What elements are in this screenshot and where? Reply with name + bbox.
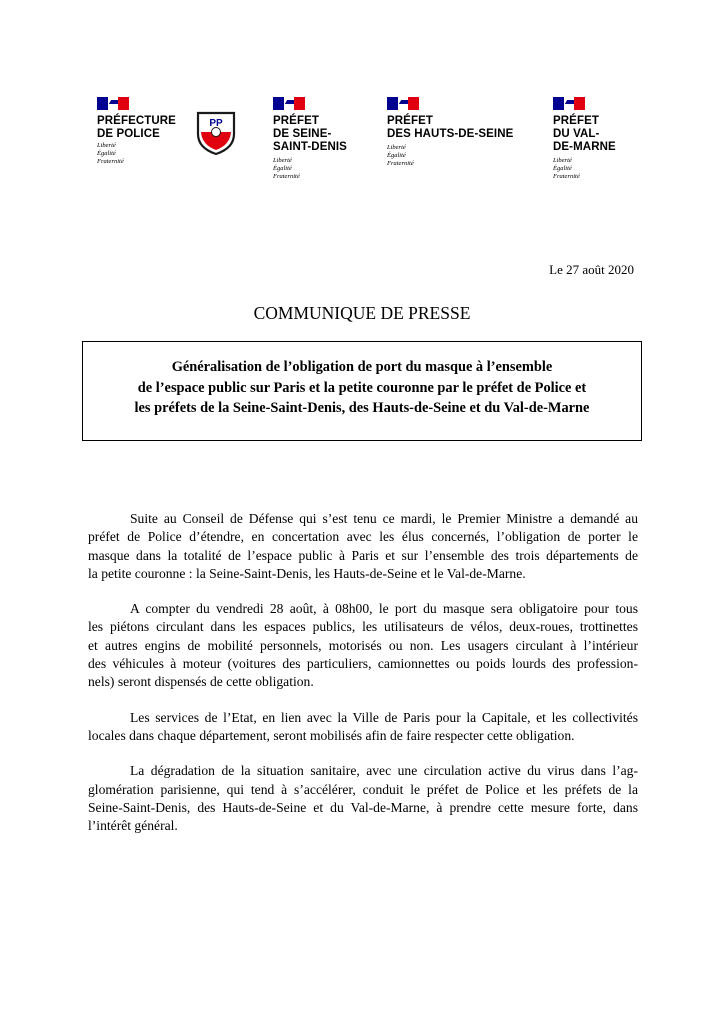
text-line: nels) seront dispensés de cette obligation. <box>88 674 314 690</box>
paragraph-2 <box>88 600 638 691</box>
text-line: masque dans la totalité de l’espace public à Paris et sur l’ensemble des trois départements de <box>88 547 638 563</box>
logo-motto <box>387 144 414 168</box>
motto-liberte: Liberté <box>387 144 406 151</box>
logo-motto <box>97 142 124 166</box>
logo-prefet-seine-saint-denis <box>273 97 363 187</box>
logo-prefet-hauts-de-seine <box>387 97 527 177</box>
text-line: A compter du vendredi 28 août, à 08h00, le port du masque sera obligatoire pour tous <box>130 601 638 617</box>
logo-org-line: SAINT-DENIS <box>273 141 347 153</box>
text-line: glomération parisienne, qui tend à s’accélérer, conduit le préfet de Police et les préfets de la <box>88 781 638 797</box>
logo-motto <box>553 157 580 181</box>
subject-line: les préfets de la Seine-Saint-Denis, des Hauts-de-Seine et du Val-de-Marne <box>134 400 590 416</box>
subject-line: Généralisation de l’obligation de port du masque à l’ensemble <box>171 359 553 375</box>
motto-liberte: Liberté <box>273 157 292 164</box>
text-line: Les services de l’Etat, en lien avec la Ville de Paris pour la Capitale, et les collectivités <box>130 709 638 725</box>
logo-prefet-val-de-marne <box>553 97 633 187</box>
press-release-body <box>88 510 638 852</box>
subject-box <box>82 341 642 441</box>
date: Le 27 août 2020 <box>549 262 634 277</box>
logo-org-line: PRÉFECTURE <box>97 115 176 127</box>
text-line: et autres engins de mobilité personnels, motorisés ou non. Les usagers circulant à l’intérieur <box>88 637 638 653</box>
logo-org-line: DE POLICE <box>97 128 160 140</box>
motto-egalite: Égalité <box>273 165 292 172</box>
logo-org-line: PRÉFET <box>273 115 319 127</box>
logo-motto <box>273 157 300 181</box>
marianne-flag-icon <box>387 97 419 110</box>
police-emblem-icon <box>196 110 236 156</box>
text-line: la petite couronne : la Seine-Saint-Denis, les Hauts-de-Seine et le Val-de-Marne. <box>88 565 526 581</box>
text-line: l’intérêt général. <box>88 818 178 834</box>
page-title: COMMUNIQUE DE PRESSE <box>253 303 471 323</box>
text-line: La dégradation de la situation sanitaire, avec une circulation active du virus dans l’ag- <box>130 763 638 779</box>
text-line: des véhicules à moteur (voitures des particuliers, camionnettes ou poids lourds des profession- <box>88 656 638 672</box>
emblem-monogram: PP <box>209 118 223 129</box>
logo-org-name <box>97 115 176 141</box>
motto-egalite: Égalité <box>387 152 406 159</box>
logo-org-line: DU VAL- <box>553 128 600 140</box>
logo-org-name <box>273 115 347 154</box>
motto-fraternite: Fraternité <box>387 160 414 167</box>
text-line: Seine-Saint-Denis, des Hauts-de-Seine et du Val-de-Marne, à prendre cette mesure forte, dans <box>88 799 638 815</box>
logo-org-line: DE SEINE- <box>273 128 332 140</box>
logo-org-name <box>387 115 513 141</box>
text-line: les piétons circulant dans les espaces publics, les utilisateurs de vélos, deux-roues, trottinettes <box>88 619 638 635</box>
paragraph-1 <box>88 510 638 583</box>
paragraph-4 <box>88 762 638 835</box>
marianne-flag-icon <box>97 97 129 110</box>
marianne-flag-icon <box>553 97 585 110</box>
text-line: locales dans chaque département, seront mobilisés afin de faire respecter cette obligation. <box>88 727 575 743</box>
text-line: Suite au Conseil de Défense qui s’est tenu ce mardi, le Premier Ministre a demandé au <box>130 511 638 526</box>
logo-org-line: DE-MARNE <box>553 141 616 153</box>
logo-prefecture-de-police <box>97 97 187 177</box>
motto-fraternite: Fraternité <box>553 173 580 180</box>
motto-liberte: Liberté <box>97 142 116 149</box>
logo-org-name <box>553 115 616 154</box>
marianne-flag-icon <box>273 97 305 110</box>
motto-egalite: Égalité <box>553 165 572 172</box>
logo-org-line: DES HAUTS-DE-SEINE <box>387 128 514 140</box>
subject-line: de l’espace public sur Paris et la petite couronne par le préfet de Police et <box>137 379 587 396</box>
paragraph-3 <box>88 709 638 746</box>
logo-org-line: PRÉFET <box>387 115 433 127</box>
text-line: préfet de Police d’étendre, en concertation avec les élus concernés, l’obligation de porter le <box>88 529 638 545</box>
motto-fraternite: Fraternité <box>97 158 124 165</box>
motto-egalite: Égalité <box>97 150 116 157</box>
logo-org-line: PRÉFET <box>553 115 599 127</box>
motto-fraternite: Fraternité <box>273 173 300 180</box>
motto-liberte: Liberté <box>553 157 572 164</box>
